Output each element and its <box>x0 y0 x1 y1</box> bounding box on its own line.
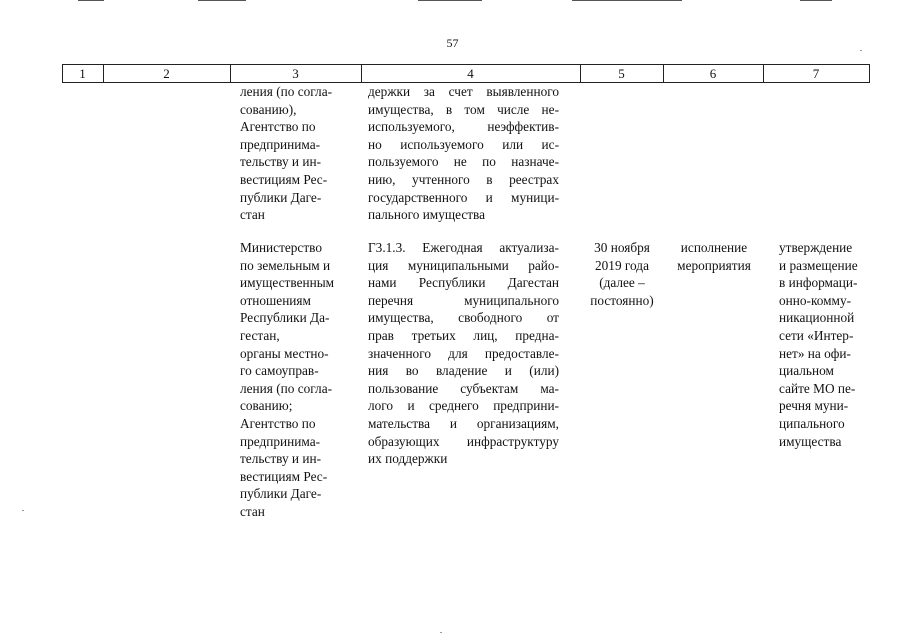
text-line: речня муни- <box>779 398 849 414</box>
text-line: предпринима- <box>240 433 321 449</box>
text-line: сети «Интер- <box>779 327 854 343</box>
text-line: Республики Да- <box>240 310 330 326</box>
text-line: имущества <box>779 433 842 449</box>
text-line: го самоуправ- <box>240 363 319 379</box>
text-line: имущества, в том числе не- <box>368 101 559 117</box>
text-line: стан <box>240 207 265 223</box>
column-number-2: 2 <box>163 66 170 81</box>
column-number-5: 5 <box>618 66 625 81</box>
text-line: их поддержки <box>368 451 448 467</box>
text-line: но используемого или ис- <box>368 136 559 152</box>
scan-edge-mark <box>78 0 104 1</box>
text-line: имущества, свободного от <box>368 310 559 326</box>
text-line: держки за счет выявленного <box>368 84 559 99</box>
text-line: пального имущества <box>368 207 486 223</box>
scan-edge-mark <box>800 0 832 1</box>
row2-result <box>779 239 858 450</box>
text-line: по земельным и <box>240 257 331 273</box>
text-line: онно-комму- <box>779 292 852 308</box>
text-line: перечня муниципального <box>368 292 559 308</box>
page-number: 57 <box>446 36 459 50</box>
text-line: прав третьих лиц, предна- <box>368 327 559 343</box>
text-line: вестициям Рес- <box>240 171 328 187</box>
scan-edge-mark <box>198 0 246 1</box>
text-line: мероприятия <box>677 257 751 273</box>
text-line: ция муниципальными райо- <box>368 257 559 273</box>
text-line: тельству и ин- <box>240 451 322 467</box>
scan-speck <box>440 632 442 633</box>
text-line: (далее – <box>599 275 645 291</box>
text-line: пользуемого не по назначе- <box>368 154 559 170</box>
text-line: публики Даге- <box>240 189 322 205</box>
text-line: государственного и муници- <box>368 189 559 205</box>
column-number-4: 4 <box>467 66 474 81</box>
text-line: Министерство <box>240 240 322 255</box>
text-line: нет» на офи- <box>779 345 851 361</box>
text-line: используемого, неэффектив- <box>368 119 559 135</box>
text-line: отношениям <box>240 292 311 308</box>
scan-edge-mark <box>572 0 682 1</box>
text-line: вестициям Рес- <box>240 468 328 484</box>
row2-measure <box>368 239 559 468</box>
text-line: лого и среднего предприни- <box>368 398 559 414</box>
row2-indicator <box>664 239 764 274</box>
scan-speck <box>860 50 862 51</box>
text-line: стан <box>240 503 265 519</box>
text-line: исполнение <box>680 240 748 255</box>
row1-responsible <box>240 83 332 224</box>
text-line: Агентство по <box>240 415 316 431</box>
text-line: ления (по согла- <box>240 380 333 396</box>
text-line: никационной <box>779 310 855 326</box>
text-line: сованию), <box>240 101 297 117</box>
text-line: гестан, <box>240 327 280 343</box>
text-line: Г3.1.3. Ежегодная актуализа- <box>368 240 559 255</box>
text-line: циальном <box>779 363 834 379</box>
text-line: значенного для предоставле- <box>368 345 559 361</box>
scan-edge-mark <box>418 0 482 1</box>
row2-responsible <box>240 239 334 521</box>
row2-deadline <box>581 239 663 309</box>
text-line: ления (по согла- <box>240 84 333 99</box>
column-divider <box>869 64 870 82</box>
text-line: ния во владение и (или) <box>368 363 559 379</box>
text-line: утверждение <box>779 240 853 255</box>
text-line: нию, учтенного в реестрах <box>368 171 559 187</box>
column-number-7: 7 <box>812 66 820 81</box>
text-line: образующих инфраструктуру <box>368 433 559 449</box>
text-line: ципального <box>779 415 845 431</box>
column-number-6: 6 <box>709 66 717 81</box>
text-line: сайте МО пе- <box>779 380 856 396</box>
column-number-1: 1 <box>79 66 86 81</box>
text-line: сованию; <box>240 398 293 414</box>
text-line: в информаци- <box>779 275 858 291</box>
text-line: нами Республики Дагестан <box>368 275 559 291</box>
column-number-3: 3 <box>292 66 299 81</box>
text-line: 30 ноября <box>594 240 650 255</box>
text-line: Агентство по <box>240 119 316 135</box>
text-line: и размещение <box>779 257 858 273</box>
scan-speck <box>22 510 24 511</box>
text-line: органы местно- <box>240 345 329 361</box>
text-line: тельству и ин- <box>240 154 322 170</box>
text-line: мательства и организациям, <box>368 415 559 431</box>
text-line: имущественным <box>240 275 335 291</box>
text-line: публики Даге- <box>240 486 322 502</box>
row1-measure <box>368 83 559 224</box>
text-line: постоянно) <box>590 292 654 308</box>
text-line: 2019 года <box>595 257 649 273</box>
text-line: пользование субъектам ма- <box>368 380 559 396</box>
text-line: предпринима- <box>240 136 321 152</box>
table-top-rule <box>62 64 870 65</box>
